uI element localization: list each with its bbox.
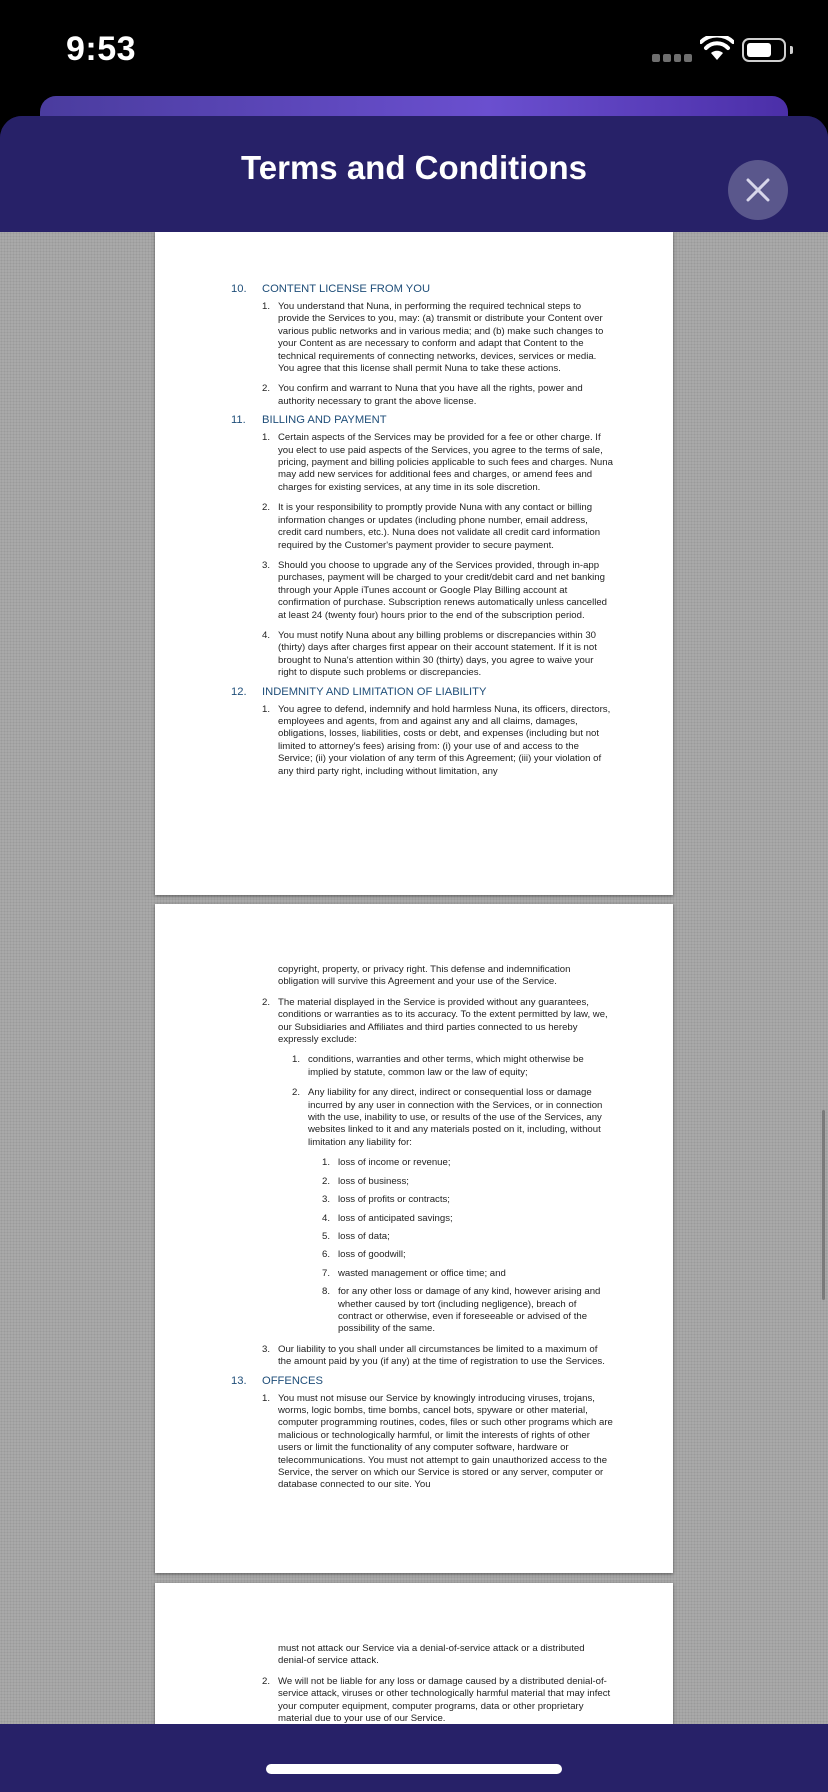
status-time: 9:53 — [66, 30, 137, 68]
list-item: 3. Our liability to you shall under all circumstances be limited to a maximum of the amount paid by you (if any) at the time of registration to use the Services. — [262, 1343, 605, 1368]
section-number: 13. — [231, 1374, 247, 1387]
battery-tip — [790, 46, 793, 54]
list-item: 1. You agree to defend, indemnify and hold harmless Nuna, its officers, directors, employees and agents, from and against any and all claims, damages, obligations, losses, liabilities, costs or debt, and expenses (including but not limited to attorney's fees) arising from: (i) your use of and access to the Service; (ii) your violation of any term of this Agreement; (iii) your violation of any third party right, including without limitation, any — [262, 703, 611, 777]
section-title: CONTENT LICENSE FROM YOU — [262, 283, 431, 295]
scrollbar[interactable] — [822, 1110, 825, 1300]
section-number: 10. — [231, 283, 247, 295]
bottom-bar — [0, 1724, 828, 1792]
list-item: 2. loss of business; — [322, 1175, 409, 1187]
list-item: 3. Should you choose to upgrade any of the Services provided, through in-app purchases, payment will be charged to your credit/debit card and net banking through your Apple iTunes account or Google Play Billing account at confirmation of purchase. Subscription renews automatically unless cancelled at least 24 (twenty four) hours prior to the end of the subscription period. — [262, 559, 608, 621]
list-item: 4. loss of anticipated savings; — [322, 1212, 453, 1224]
list-item: 8. for any other loss or damage of any kind, however arising and whether caused by tort (including negligence), breach of contract or otherwise, even if foreseeable or advised of the possibility of the same. — [322, 1286, 601, 1335]
close-button[interactable] — [728, 160, 788, 220]
section-title: OFFENCES — [262, 1374, 323, 1387]
list-item: 1. You must not misuse our Service by knowingly introducing viruses, trojans, worms, logic bombs, time bombs, cancel bots, spyware or other material, computer programming routines, codes, files or such other programs which are malicious or technologically harmful, or limit the interests of rights of other users or limit the functionality of any computer software, hardware or telecommunications. You must not attempt to gain unauthorized access to the Service, the server on which our Service is stored or any server, computer or database connected to our site. You — [262, 1392, 613, 1491]
pdf-viewer[interactable] — [0, 232, 828, 1792]
list-item: 2. Any liability for any direct, indirect or consequential loss or damage incurred by any user in connection with the Services, or in connection with the use, inability to use, or results of the use of the Services, any websites linked to it and any materials posted on it, including, without limitation any liability for: 1. loss of income or revenue; 2. loss of business; 3. loss of profits or contracts; 4. loss of anticipated savings; 5. loss of data; 6. loss of goodwill; 7. wasted management or office time; and 8. for any other loss or damage of any kind, however arising and whether caused by tort (including negligence), breach of contract or otherwise, even if foreseeable or advised of the possibility of the same. — [292, 1087, 613, 1336]
wifi-icon — [700, 36, 734, 62]
section-11 — [155, 413, 673, 679]
pdf-page-2 — [155, 904, 673, 1573]
status-bar — [0, 0, 828, 100]
pdf-page-1 — [155, 232, 673, 895]
terms-modal — [0, 116, 828, 1792]
modal-title: Terms and Conditions — [241, 149, 587, 186]
section-title: INDEMNITY AND LIMITATION OF LIABILITY — [262, 685, 487, 698]
list-item: 3. loss of profits or contracts; — [322, 1194, 450, 1206]
list-item: 1. Certain aspects of the Services may be provided for a fee or other charge. If you elect to use paid aspects of the Services, you agree to the terms of sale, pricing, payment and billing policies applicable to such fees and charges. Nuna may add new services for additional fees and charges, or amend fees and charges for existing services, at any time in its sole discretion. — [262, 432, 613, 493]
list-item: 5. loss of data; — [322, 1230, 390, 1242]
section-10 — [155, 282, 673, 408]
list-item: must not attack our Service via a denial-of-service attack or a distributed denial-of service attack. — [278, 1643, 585, 1667]
section-number: 12. — [231, 685, 247, 698]
section-13 — [155, 1374, 673, 1492]
list-item: 2. You confirm and warrant to Nuna that you have all the rights, power and authority necessary to grant the above license. — [262, 383, 583, 407]
cellular-signal-icon — [652, 54, 692, 64]
list-item: 1. You understand that Nuna, in performing the required technical steps to provide the Services to you, may: (a) transmit or distribute your Content over various public networks and in various media; and (b) make such changes to your Content as are necessary to conform and adapt that Content to the technical requirements of connecting networks, devices, services or media. You agree that this license shall permit Nuna to take these actions. — [262, 301, 604, 375]
list-item: 2. The material displayed in the Service is provided without any guarantees, conditions or warranties as to its accuracy. To the extent permitted by law, we, our Subsidiaries and Affiliates and third parties connected to us hereby expressly exclude: 1. conditions, warranties and other terms, which might otherwise be implied by statute, common law or the law of equity; 2. Any liability for any direct, indirect or consequential loss or damage incurred by any user in connection with the Services, or in connection with the use, inability to use, or results of the use of the Services, any websites linked to it and any materials posted on it, including, without limitation any liability for: 1. loss of income or revenue; 2. loss of business; 3. loss of profits or contracts; 4. loss of anticipated savings; 5. loss of data; 6. loss of goodwill; 7. wasted management or office time; and 8. for any other loss or damage of any kind, however arising and whether caused by tort (including negligence), breach of contract or otherwise, even if foreseeable or advised of the possibility of the same. — [262, 997, 613, 1336]
home-indicator[interactable] — [266, 1764, 562, 1774]
list-item: 6. loss of goodwill; — [322, 1249, 406, 1261]
list-item: 1. loss of income or revenue; — [322, 1157, 451, 1169]
list-item: 7. wasted management or office time; and — [322, 1267, 506, 1279]
list-item: 2. We will not be liable for any loss or damage caused by a distributed denial-of-service attack, viruses or other technologically harmful material that may infect your computer equipment, computer programs, data or other proprietary material due to your use of our Service. — [262, 1675, 611, 1725]
section-number: 11. — [231, 414, 246, 427]
section-12 — [155, 685, 673, 778]
list-item: 1. conditions, warranties and other terms, which might otherwise be implied by statute, common law or the law of equity; — [292, 1054, 584, 1078]
section-title: BILLING AND PAYMENT — [262, 414, 387, 427]
list-item: 2. It is your responsibility to promptly provide Nuna with any contact or billing information changes or updates (including phone number, email address, credit card numbers, etc.). Nuna does not validate all credit card information required by the Customer's payment provider to secure payment. — [262, 502, 601, 551]
section-13-continued — [155, 1643, 673, 1725]
battery-icon — [742, 38, 786, 62]
section-12-continued — [155, 964, 673, 1369]
close-icon — [745, 177, 771, 203]
modal-header — [0, 116, 828, 232]
list-item: copyright, property, or privacy right. This defense and indemnification obligation will survive this Agreement and your use of the Service. — [278, 964, 571, 988]
list-item: 4. You must notify Nuna about any billing problems or discrepancies within 30 (thirty) days after charges first appear on their account statement. If it is not brought to Nuna's attention within 30 (thirty) days, you agree to waive your right to dispute such problems or discrepancies. — [262, 629, 597, 679]
